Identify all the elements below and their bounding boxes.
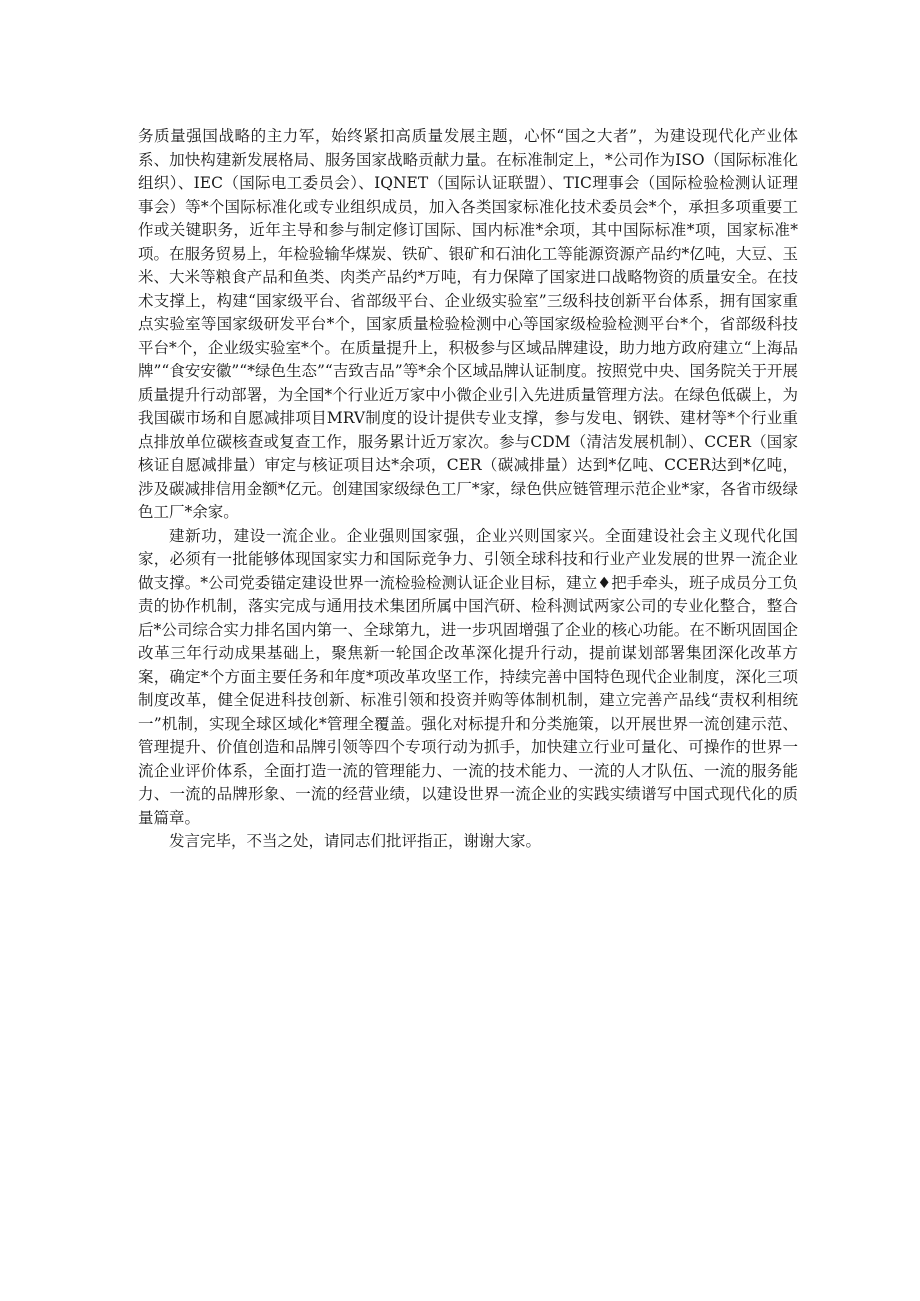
- paragraph-closing-remarks: 发言完毕，不当之处，请同志们批评指正，谢谢大家。: [169, 832, 542, 850]
- document-body: [138, 125, 798, 854]
- paragraph-quality-achievements: 务质量强国战略的主力军，始终紧扣高质量发展主题，心怀“国之大者”，为建设现代化产业体系、加快构建新发展格局、服务国家战略贡献力量。在标准制定上，*公司作为ISO（国际标准化组织）、IEC（国际电工委员会）、IQNET（国际认证联盟）、TIC理事会（国际检验检测认证理事会）等*个国际标准化或专业组织成员，加入各类国家标准化技术委员会*个，承担多项重要工作或关键职务，近年主导和参与制定修订国际、国内标准*余项，其中国际标准*项，国家标准*项。在服务贸易上，年检验输华煤炭、铁矿、银矿和石油化工等能源资源产品约*亿吨，大豆、玉米、大米等粮食产品和鱼类、肉类产品约*万吨，有力保障了国家进口战略物资的质量安全。在技术支撑上，构建“国家级平台、省部级平台、企业级实验室”三级科技创新平台体系，拥有国家重点实验室等国家级研发平台*个，国家质量检验检测中心等国家级检验检测平台*个，省部级科技平台*个，企业级实验室*个。在质量提升上，积极参与区域品牌建设，助力地方政府建立“上海品牌”“食安安徽”“*绿色生态”“吉致吉品”等*余个区域品牌认证制度。按照党中央、国务院关于开展质量提升行动部署，为全国*个行业近万家中小微企业引入先进质量管理方法。在绿色低碳上，为我国碳市场和自愿减排项目MRV制度的设计提供专业支撑，参与发电、钢铁、建材等*个行业重点排放单位碳核查或复查工作，服务累计近万家次。参与CDM（清洁发展机制）、CCER（国家核证自愿减排量）审定与核证项目达*余项，CER（碳减排量）达到*亿吨、CCER达到*亿吨，涉及碳减排信用金额*亿元。创建国家级绿色工厂*家，绿色供应链管理示范企业*家，各省市级绿色工厂*余家。: [138, 127, 798, 521]
- paragraph-first-class-enterprise: 建新功，建设一流企业。企业强则国家强，企业兴则国家兴。全面建设社会主义现代化国家，必须有一批能够体现国家实力和国际竞争力、引领全球科技和行业产业发展的世界一流企业做支撑。*公司党委锚定建设世界一流检验检测认证企业目标，建立♦把手牵头，班子成员分工负责的协作机制，落实完成与通用技术集团所属中国汽研、检科测试两家公司的专业化整合，整合后*公司综合实力排名国内第一、全球第九，进一步巩固增强了企业的核心功能。在不断巩固国企改革三年行动成果基础上，聚焦新一轮国企改革深化提升行动，提前谋划部署集团深化改革方案，确定*个方面主要任务和年度*项改革攻坚工作，持续完善中国特色现代企业制度，深化三项制度改革，健全促进科技创新、标准引领和投资并购等体制机制，建立完善产品线“责权利相统一”机制，实现全球区域化*管理全覆盖。强化对标提升和分类施策，以开展世界一流创建示范、管理提升、价值创造和品牌引领等四个专项行动为抓手，加快建立行业可量化、可操作的世界一流企业评价体系，全面打造一流的管理能力、一流的技术能力、一流的人才队伍、一流的服务能力、一流的品牌形象、一流的经营业绩，以建设世界一流企业的实践实绩谱写中国式现代化的质量篇章。: [138, 526, 798, 827]
